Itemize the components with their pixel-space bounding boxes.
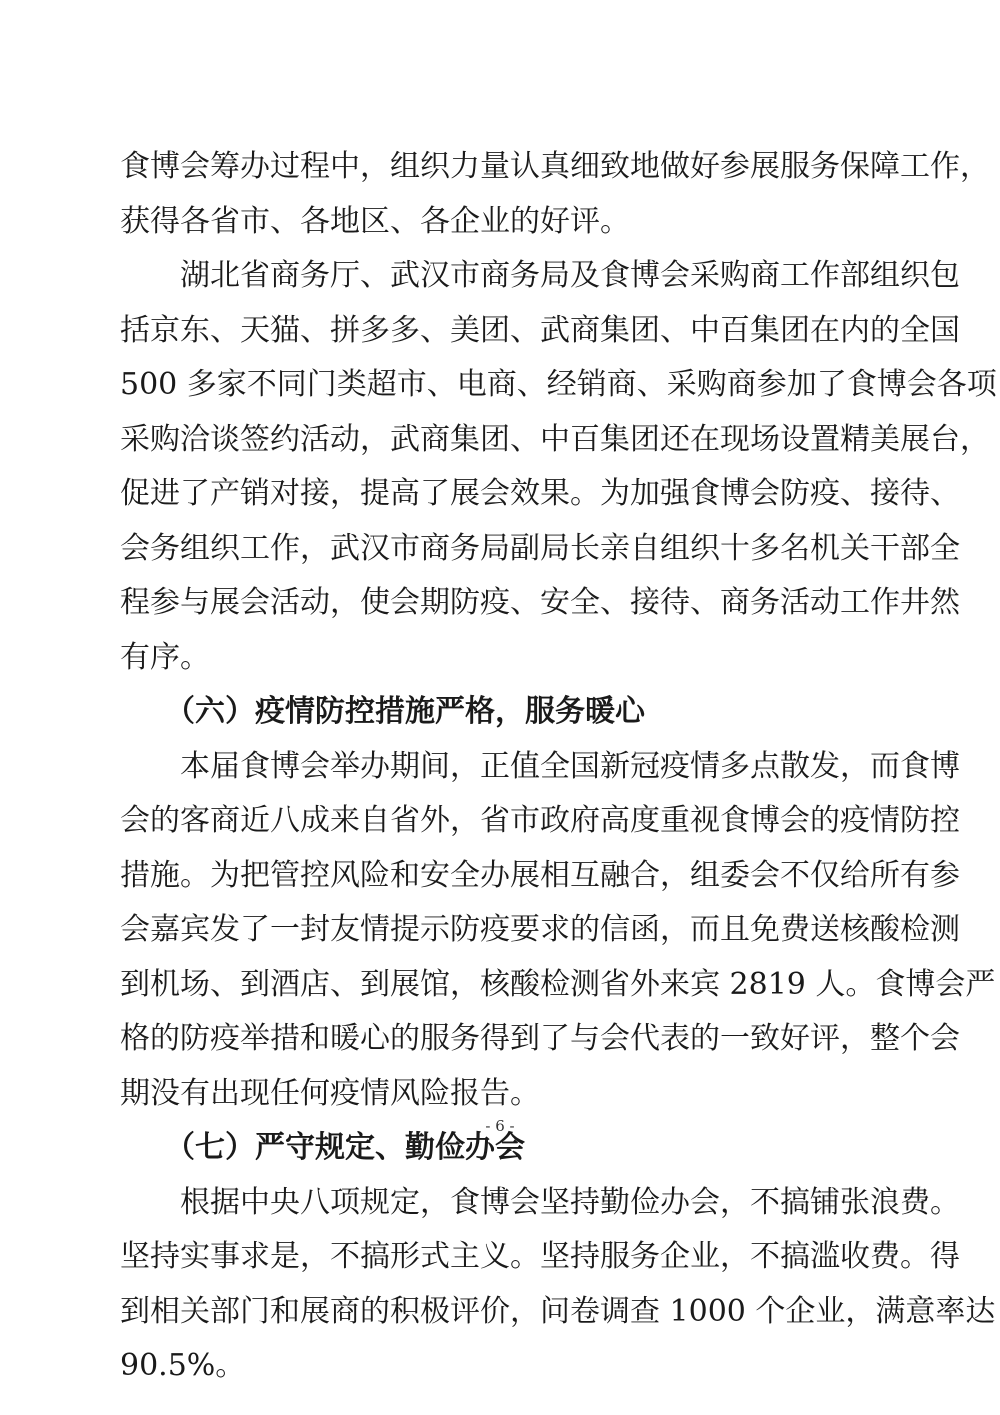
paragraph	[120, 249, 997, 685]
text-line: 本届食博会举办期间，正值全国新冠疫情多点散发，而食博	[180, 748, 960, 784]
text-line: 湖北省商务厅、武汉市商务局及食博会采购商工作部组织包	[180, 258, 960, 293]
paragraph	[120, 140, 990, 249]
text-line: 促进了产销对接，提高了展会效果。为加强食博会防疫、接待、	[120, 476, 960, 511]
heading-text: （七）严守规定、勤俭办会	[165, 1130, 525, 1165]
document-body	[120, 140, 997, 1394]
text-line: 期没有出现任何疫情风险报告。	[120, 1075, 540, 1111]
text-line: 会务组织工作，武汉市商务局副局长亲自组织十多名机关干部全	[120, 530, 960, 566]
text-line: 采购洽谈签约活动，武商集团、中百集团还在现场设置精美展台，	[120, 421, 990, 457]
text-line: 到相关部门和展商的积极评价，问卷调查 1000 个企业，满意率达	[120, 1293, 996, 1329]
text-line: 根据中央八项规定，食博会坚持勤俭办会，不搞铺张浪费。	[180, 1184, 960, 1220]
text-line: 坚持实事求是，不搞形式主义。坚持服务企业，不搞滥收费。得	[120, 1239, 960, 1274]
text-line: 有序。	[120, 639, 210, 675]
text-line: 会的客商近八成来自省外，省市政府高度重视食博会的疫情防控	[120, 803, 960, 838]
text-line: 会嘉宾发了一封友情提示防疫要求的信函，而且免费送核酸检测	[120, 912, 960, 947]
text-line: 格的防疫举措和暖心的服务得到了与会代表的一致好评，整个会	[120, 1021, 960, 1056]
text-line: 到机场、到酒店、到展馆，核酸检测省外来宾 2819 人。食博会严	[120, 966, 996, 1002]
heading-text: （六）疫情防控措施严格，服务暖心	[165, 694, 645, 729]
text-line: 500 多家不同门类超市、电商、经销商、采购商参加了食博会各项	[120, 367, 997, 402]
text-line: 措施。为把管控风险和安全办展相互融合，组委会不仅给所有参	[120, 857, 960, 893]
text-line: 90.5%。	[120, 1348, 246, 1383]
text-line: 获得各省市、各地区、各企业的好评。	[120, 203, 630, 239]
text-line: 括京东、天猫、拼多多、美团、武商集团、中百集团在内的全国	[120, 312, 960, 348]
text-line: 食博会筹办过程中，组织力量认真细致地做好参展服务保障工作，	[120, 149, 990, 184]
text-line: 程参与展会活动，使会期防疫、安全、接待、商务活动工作井然	[120, 585, 960, 620]
paragraph	[120, 1176, 996, 1394]
page-number: - 6 -	[485, 1117, 515, 1135]
paragraph	[120, 740, 996, 1122]
section-heading	[120, 685, 885, 740]
